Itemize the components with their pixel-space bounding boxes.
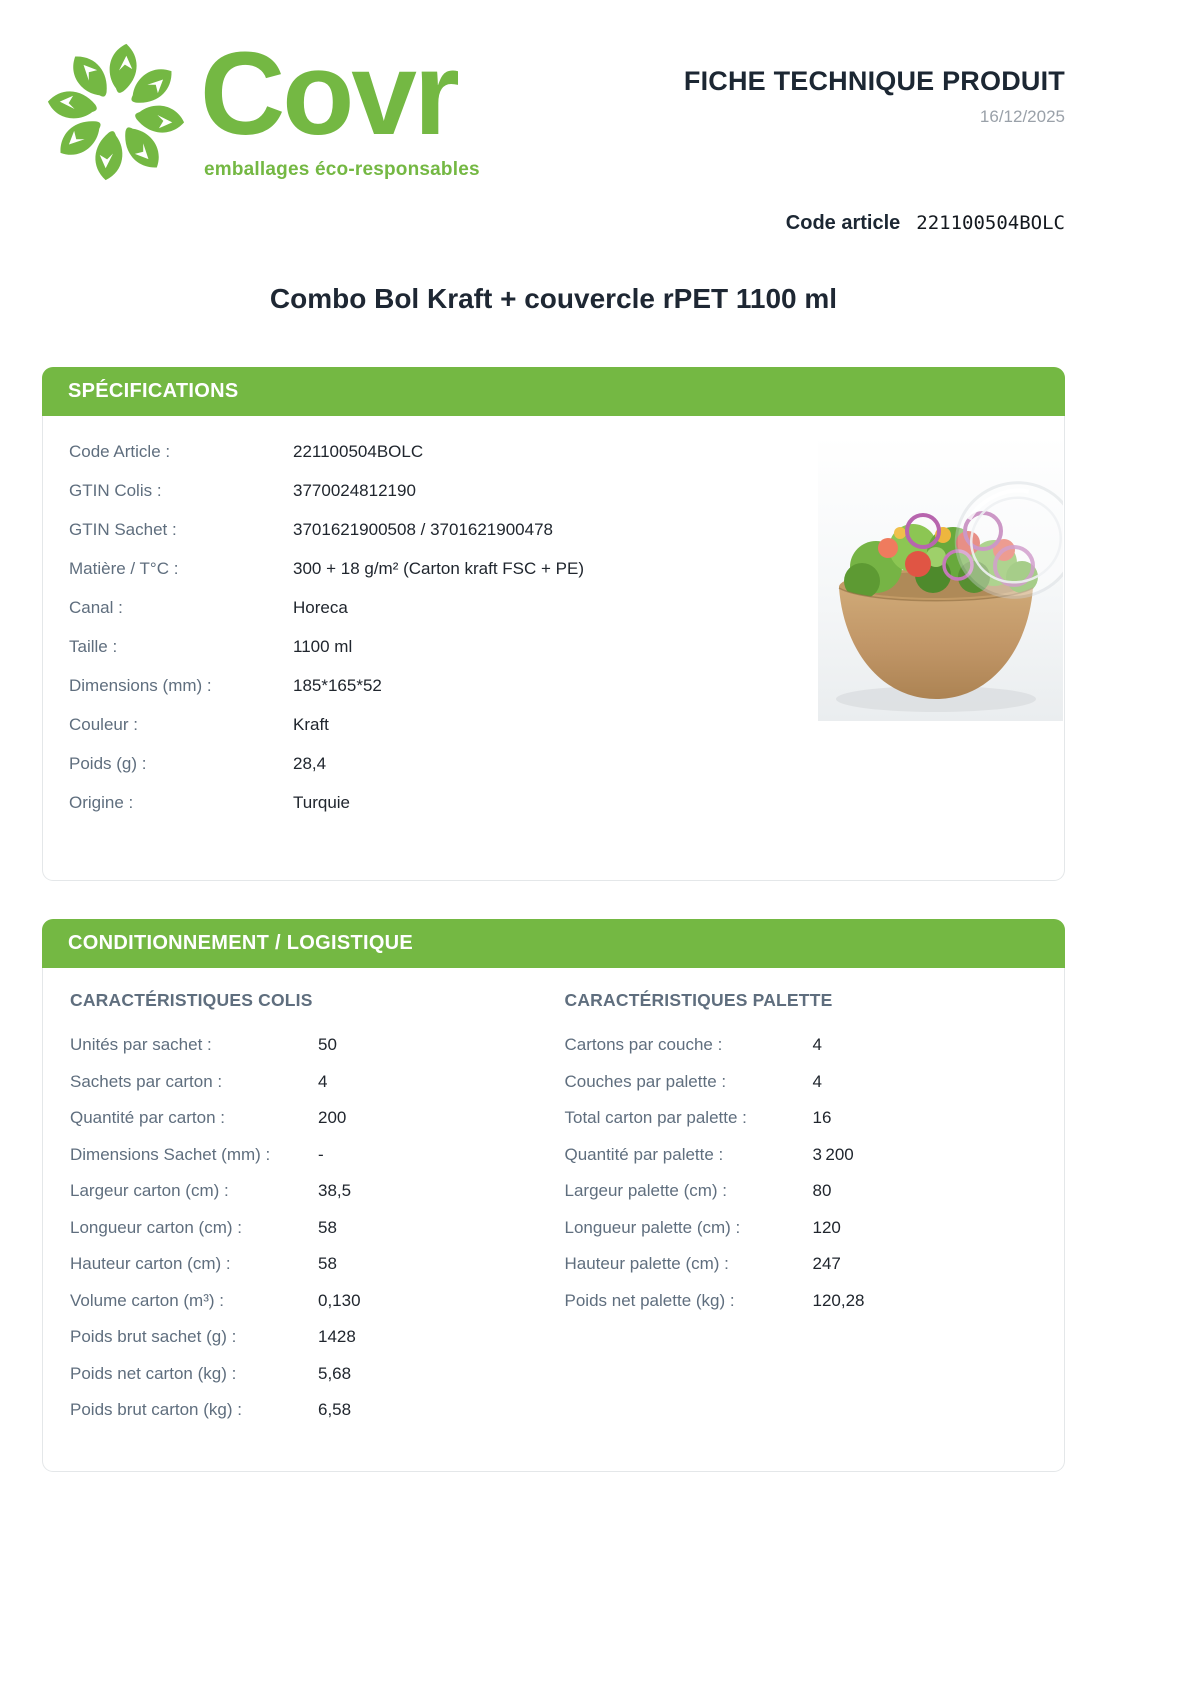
logistics-columns <box>70 990 1037 1429</box>
colis-row-value: 200 <box>318 1108 347 1128</box>
palette-row-value: 3 200 <box>812 1144 854 1164</box>
document-date: 16/12/2025 <box>979 107 1065 126</box>
colis-title: CARACTÉRISTIQUES COLIS <box>70 990 313 1010</box>
palette-row-value: 120,28 <box>812 1290 865 1310</box>
document-title: FICHE TECHNIQUE PRODUIT <box>683 66 1065 96</box>
palette-row <box>565 1283 1038 1320</box>
colis-row-label: Poids net carton (kg) : <box>70 1363 237 1383</box>
spec-row-value: 1100 ml <box>293 636 353 656</box>
spec-row-value: 3701621900508 / 3701621900478 <box>293 519 553 539</box>
brand-tagline: emballages éco-responsables <box>204 158 480 180</box>
colis-row-value: 50 <box>318 1035 337 1055</box>
specifications-body <box>42 416 1065 881</box>
spec-row-value: Kraft <box>293 714 329 734</box>
spec-row-label: Origine : <box>69 792 134 812</box>
palette-row-value: 120 <box>812 1217 841 1237</box>
logistics-card <box>42 919 1065 1472</box>
palette-title: CARACTÉRISTIQUES PALETTE <box>564 990 833 1010</box>
palette-row-value: 4 <box>812 1035 822 1055</box>
logistics-header: CONDITIONNEMENT / LOGISTIQUE <box>42 919 1065 968</box>
colis-row-label: Largeur carton (cm) : <box>70 1181 229 1201</box>
colis-row <box>70 1246 543 1283</box>
palette-row-value: 16 <box>812 1108 832 1128</box>
spec-row-label: Poids (g) : <box>69 753 147 773</box>
product-photo <box>818 436 1063 721</box>
palette-row <box>565 1100 1038 1137</box>
palette-rows <box>565 1027 1038 1319</box>
brand-wordmark: Covr <box>200 28 457 160</box>
palette-row-label: Quantité par palette : <box>564 1144 724 1164</box>
logo-text <box>200 28 480 181</box>
palette-row <box>565 1246 1038 1283</box>
spec-row-label: Code Article : <box>69 441 171 461</box>
content <box>42 28 1065 1472</box>
palette-row-value: 247 <box>812 1254 841 1274</box>
colis-row-value: 6,58 <box>318 1400 352 1420</box>
code-article-value: 221100504BOLC <box>916 212 1065 234</box>
spec-row-value: 3770024812190 <box>293 480 416 500</box>
palette-column <box>565 990 1038 1429</box>
colis-row <box>70 1319 543 1356</box>
document-header <box>684 38 1065 127</box>
colis-row <box>70 1283 543 1320</box>
colis-rows <box>70 1027 543 1429</box>
palette-row-value: 4 <box>812 1071 822 1091</box>
colis-row-label: Quantité par carton : <box>70 1108 225 1128</box>
colis-row <box>70 1064 543 1101</box>
code-article-row <box>42 212 1065 235</box>
spec-row-label: Couleur : <box>69 714 138 734</box>
palette-row-label: Couches par palette : <box>564 1071 727 1091</box>
colis-row-label: Sachets par carton : <box>70 1071 223 1091</box>
palette-row <box>565 1210 1038 1247</box>
palette-row-label: Total carton par palette : <box>564 1108 747 1128</box>
spec-row-label: Canal : <box>69 597 123 617</box>
palette-row <box>565 1137 1038 1174</box>
palette-row-value: 80 <box>812 1181 832 1201</box>
spec-row-label: Taille : <box>69 636 118 656</box>
spec-row-label: GTIN Sachet : <box>69 519 177 539</box>
palette-row-label: Longueur palette (cm) : <box>564 1217 741 1237</box>
spec-row-value: 221100504BOLC <box>293 441 424 461</box>
spec-row-value: 28,4 <box>293 753 327 773</box>
palette-row-label: Cartons par couche : <box>564 1035 723 1055</box>
colis-row-label: Longueur carton (cm) : <box>70 1217 242 1237</box>
logistics-body <box>42 968 1065 1472</box>
spec-row-label: GTIN Colis : <box>69 480 162 500</box>
specifications-card <box>42 367 1065 881</box>
colis-row-value: 58 <box>318 1254 337 1274</box>
palette-row-label: Hauteur palette (cm) : <box>564 1254 729 1274</box>
specifications-header: SPÉCIFICATIONS <box>42 367 1065 416</box>
colis-column <box>70 990 543 1429</box>
colis-row-value: 58 <box>318 1217 337 1237</box>
colis-row-label: Poids brut carton (kg) : <box>70 1400 242 1420</box>
colis-row-value: - <box>318 1144 324 1164</box>
colis-row <box>70 1392 543 1429</box>
palette-row <box>565 1027 1038 1064</box>
colis-row-label: Hauteur carton (cm) : <box>70 1254 231 1274</box>
palette-row <box>565 1173 1038 1210</box>
colis-row-value: 4 <box>318 1071 328 1091</box>
spec-row-value: Horeca <box>293 597 348 617</box>
product-title: Combo Bol Kraft + couvercle rPET 1100 ml <box>269 283 838 314</box>
palette-row-label: Poids net palette (kg) : <box>564 1290 735 1310</box>
colis-row-label: Dimensions Sachet (mm) : <box>70 1144 271 1164</box>
covr-logo <box>42 28 480 186</box>
palette-row <box>565 1064 1038 1101</box>
colis-row-value: 1428 <box>318 1327 356 1347</box>
spec-row <box>69 783 1038 822</box>
colis-row <box>70 1210 543 1247</box>
spec-row-label: Dimensions (mm) : <box>69 675 212 695</box>
colis-row-label: Poids brut sachet (g) : <box>70 1327 237 1347</box>
colis-row-label: Unités par sachet : <box>70 1035 212 1055</box>
palette-row-label: Largeur palette (cm) : <box>564 1181 728 1201</box>
colis-row <box>70 1100 543 1137</box>
spec-row-value: 185*165*52 <box>293 675 382 695</box>
spec-row-label: Matière / T°C : <box>69 558 179 578</box>
colis-row-value: 5,68 <box>318 1363 352 1383</box>
colis-row <box>70 1137 543 1174</box>
colis-row <box>70 1027 543 1064</box>
top-row <box>42 28 1065 186</box>
colis-row-value: 0,130 <box>318 1290 361 1310</box>
salad-bowl-image <box>818 436 1063 721</box>
colis-row-label: Volume carton (m³) : <box>70 1290 224 1310</box>
spec-row-value: Turquie <box>293 792 351 812</box>
code-article-label: Code article <box>785 212 901 234</box>
spec-row-value: 300 + 18 g/m² (Carton kraft FSC + PE) <box>293 558 585 578</box>
colis-row-value: 38,5 <box>318 1181 352 1201</box>
spec-row <box>69 744 1038 783</box>
covr-leaf-logo-icon <box>42 38 190 186</box>
colis-row <box>70 1356 543 1393</box>
colis-row <box>70 1173 543 1210</box>
